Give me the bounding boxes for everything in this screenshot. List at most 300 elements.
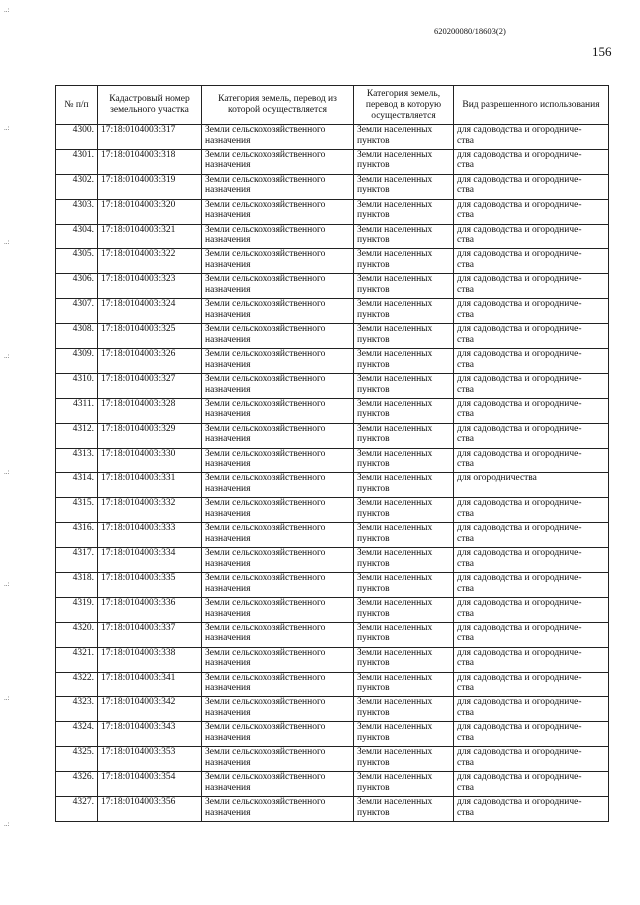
permitted-use	[454, 747, 609, 772]
permitted-use	[454, 523, 609, 548]
category-to	[354, 125, 454, 150]
permitted-use-line: ства	[457, 235, 474, 246]
permitted-use-line: ства	[457, 558, 474, 569]
category-to	[354, 797, 454, 822]
cadastral-number	[98, 324, 202, 349]
permitted-use	[454, 274, 609, 299]
category-to-line: Земли населенных	[357, 373, 433, 384]
category-from	[202, 697, 354, 722]
row-number	[56, 697, 98, 722]
table-row	[56, 149, 609, 174]
row-number	[56, 125, 98, 150]
cadastral-number	[98, 498, 202, 523]
row-number-line: 4313.	[72, 448, 94, 459]
category-to-line: пунктов	[357, 459, 390, 470]
category-to-line: пунктов	[357, 359, 390, 370]
category-to-line: Земли населенных	[357, 125, 433, 135]
category-to	[354, 224, 454, 249]
category-to	[354, 573, 454, 598]
category-from-line: Земли сельскохозяйственного	[205, 797, 326, 808]
category-from-line: назначения	[205, 260, 251, 271]
permitted-use	[454, 249, 609, 274]
category-from-line: назначения	[205, 608, 251, 619]
category-from-line: Земли сельскохозяйственного	[205, 473, 326, 484]
category-to	[354, 622, 454, 647]
permitted-use-line: ства	[457, 807, 474, 818]
category-to-line: пунктов	[357, 210, 390, 221]
cadastral-number	[98, 573, 202, 598]
cadastral-number	[98, 797, 202, 822]
margin-mark: ..:	[4, 238, 10, 246]
row-number-line: 4310.	[72, 373, 94, 384]
category-to-line: Земли населенных	[357, 573, 433, 584]
category-from-line: назначения	[205, 807, 251, 818]
cadastral-number	[98, 473, 202, 498]
row-number	[56, 498, 98, 523]
row-number-line: 4312.	[72, 423, 94, 434]
category-from-line: назначения	[205, 508, 251, 519]
row-number-line: 4300.	[72, 125, 94, 135]
category-from	[202, 672, 354, 697]
table-row	[56, 299, 609, 324]
category-from-line: Земли сельскохозяйственного	[205, 125, 326, 135]
cadastral-number-line: 17:18:0104003:319	[101, 174, 176, 185]
table-row	[56, 548, 609, 573]
category-to-line: пунктов	[357, 409, 390, 420]
category-from-line: Земли сельскохозяйственного	[205, 174, 326, 185]
category-to-line: Земли населенных	[357, 672, 433, 683]
header-cadastral-number: Кадастровый номер земельного участка	[98, 86, 202, 125]
category-from	[202, 747, 354, 772]
cadastral-number-line: 17:18:0104003:321	[101, 224, 176, 235]
permitted-use-line: для садоводства и огородниче-	[457, 149, 582, 160]
row-number	[56, 523, 98, 548]
cadastral-number	[98, 249, 202, 274]
category-to	[354, 523, 454, 548]
row-number-line: 4321.	[72, 647, 94, 658]
category-to-line: пунктов	[357, 260, 390, 271]
category-from-line: Земли сельскохозяйственного	[205, 299, 326, 310]
row-number-line: 4319.	[72, 597, 94, 608]
cadastral-number-line: 17:18:0104003:328	[101, 398, 176, 409]
category-from-line: назначения	[205, 334, 251, 345]
category-to-line: Земли населенных	[357, 722, 433, 733]
category-to	[354, 772, 454, 797]
cadastral-number-line: 17:18:0104003:331	[101, 473, 176, 484]
margin-mark: ..:	[4, 124, 10, 132]
permitted-use-line: ства	[457, 732, 474, 743]
permitted-use	[454, 349, 609, 374]
cadastral-number-line: 17:18:0104003:342	[101, 697, 176, 708]
cadastral-number-line: 17:18:0104003:338	[101, 647, 176, 658]
margin-mark: ..:	[4, 468, 10, 476]
cadastral-number	[98, 349, 202, 374]
table-row	[56, 772, 609, 797]
category-from-line: Земли сельскохозяйственного	[205, 523, 326, 534]
row-number-line: 4326.	[72, 772, 94, 783]
permitted-use	[454, 797, 609, 822]
category-from-line: Земли сельскохозяйственного	[205, 373, 326, 384]
cadastral-number-line: 17:18:0104003:336	[101, 597, 176, 608]
cadastral-number-line: 17:18:0104003:337	[101, 622, 176, 633]
category-from	[202, 398, 354, 423]
category-from-line: назначения	[205, 658, 251, 669]
category-from	[202, 548, 354, 573]
category-to	[354, 349, 454, 374]
row-number-line: 4320.	[72, 622, 94, 633]
permitted-use-line: для садоводства и огородниче-	[457, 597, 582, 608]
cadastral-number-line: 17:18:0104003:326	[101, 349, 176, 360]
category-to-line: Земли населенных	[357, 697, 433, 708]
category-from-line: назначения	[205, 558, 251, 569]
permitted-use-line: для садоводства и огородниче-	[457, 573, 582, 584]
category-to	[354, 199, 454, 224]
category-from-line: назначения	[205, 683, 251, 694]
category-to-line: пунктов	[357, 658, 390, 669]
category-to-line: пунктов	[357, 807, 390, 818]
category-from-line: назначения	[205, 210, 251, 221]
permitted-use-line: для садоводства и огородниче-	[457, 299, 582, 310]
permitted-use	[454, 647, 609, 672]
category-from	[202, 573, 354, 598]
table-row	[56, 647, 609, 672]
category-to-line: пунктов	[357, 708, 390, 719]
permitted-use-line: ства	[457, 508, 474, 519]
permitted-use-line: ства	[457, 782, 474, 793]
margin-mark: ..:	[4, 6, 10, 14]
category-to	[354, 448, 454, 473]
table-row	[56, 473, 609, 498]
permitted-use	[454, 622, 609, 647]
category-to	[354, 597, 454, 622]
cadastral-number-line: 17:18:0104003:354	[101, 772, 176, 783]
category-from	[202, 523, 354, 548]
row-number-line: 4311.	[72, 398, 94, 409]
category-to-line: Земли населенных	[357, 174, 433, 185]
row-number	[56, 299, 98, 324]
permitted-use-line: ства	[457, 284, 474, 295]
permitted-use-line: для садоводства и огородниче-	[457, 125, 582, 135]
cadastral-number-line: 17:18:0104003:343	[101, 722, 176, 733]
category-from-line: Земли сельскохозяйственного	[205, 423, 326, 434]
permitted-use	[454, 498, 609, 523]
permitted-use-line: ства	[457, 309, 474, 320]
permitted-use-line: ства	[457, 334, 474, 345]
category-to	[354, 647, 454, 672]
category-to	[354, 249, 454, 274]
cadastral-number	[98, 597, 202, 622]
category-from-line: Земли сельскохозяйственного	[205, 622, 326, 633]
permitted-use	[454, 473, 609, 498]
row-number	[56, 672, 98, 697]
table-row	[56, 523, 609, 548]
category-from-line: назначения	[205, 782, 251, 793]
document-code: 620200080/18603(2)	[434, 26, 506, 36]
category-from-line: назначения	[205, 135, 251, 146]
category-from-line: Земли сельскохозяйственного	[205, 149, 326, 160]
category-from-line: назначения	[205, 583, 251, 594]
permitted-use-line: для садоводства и огородниче-	[457, 448, 582, 459]
row-number	[56, 772, 98, 797]
category-from-line: Земли сельскохозяйственного	[205, 647, 326, 658]
permitted-use-line: ства	[457, 583, 474, 594]
permitted-use-line: ства	[457, 384, 474, 395]
category-to-line: пунктов	[357, 732, 390, 743]
cadastral-number	[98, 274, 202, 299]
category-from-line: назначения	[205, 533, 251, 544]
permitted-use-line: ства	[457, 409, 474, 420]
cadastral-number	[98, 398, 202, 423]
category-to-line: Земли населенных	[357, 548, 433, 559]
table-row	[56, 722, 609, 747]
permitted-use-line: для садоводства и огородниче-	[457, 349, 582, 360]
cadastral-number	[98, 548, 202, 573]
category-to-line: пунктов	[357, 608, 390, 619]
row-number-line: 4324.	[72, 722, 94, 733]
category-from	[202, 797, 354, 822]
row-number-line: 4301.	[72, 149, 94, 160]
permitted-use-line: для садоводства и огородниче-	[457, 548, 582, 559]
category-from-line: назначения	[205, 633, 251, 644]
permitted-use-line: ства	[457, 459, 474, 470]
row-number	[56, 473, 98, 498]
category-from	[202, 373, 354, 398]
category-from-line: Земли сельскохозяйственного	[205, 498, 326, 509]
cadastral-number	[98, 125, 202, 150]
category-from-line: Земли сельскохозяйственного	[205, 199, 326, 210]
permitted-use-line: для садоводства и огородниче-	[457, 174, 582, 185]
category-from	[202, 772, 354, 797]
table-header-row	[56, 86, 609, 125]
cadastral-number	[98, 423, 202, 448]
permitted-use	[454, 149, 609, 174]
category-to-line: Земли населенных	[357, 448, 433, 459]
category-to-line: Земли населенных	[357, 747, 433, 758]
permitted-use	[454, 597, 609, 622]
row-number-line: 4306.	[72, 274, 94, 285]
header-number: № п/п	[56, 86, 98, 125]
category-to-line: пунктов	[357, 683, 390, 694]
permitted-use-line: ства	[457, 135, 474, 146]
category-from-line: назначения	[205, 235, 251, 246]
category-to-line: пунктов	[357, 757, 390, 768]
category-to-line: Земли населенных	[357, 772, 433, 783]
category-to-line: пунктов	[357, 185, 390, 196]
row-number	[56, 274, 98, 299]
category-to	[354, 149, 454, 174]
permitted-use-line: ства	[457, 633, 474, 644]
table-row	[56, 125, 609, 150]
category-from-line: Земли сельскохозяйственного	[205, 324, 326, 335]
category-to	[354, 722, 454, 747]
category-from-line: назначения	[205, 160, 251, 171]
category-from-line: назначения	[205, 434, 251, 445]
table-row	[56, 373, 609, 398]
permitted-use-line: для садоводства и огородниче-	[457, 423, 582, 434]
permitted-use-line: для садоводства и огородниче-	[457, 398, 582, 409]
table-row	[56, 597, 609, 622]
category-to-line: Земли населенных	[357, 398, 433, 409]
category-from-line: Земли сельскохозяйственного	[205, 349, 326, 360]
row-number	[56, 797, 98, 822]
category-to-line: пунктов	[357, 160, 390, 171]
cadastral-number	[98, 647, 202, 672]
cadastral-number-line: 17:18:0104003:327	[101, 373, 176, 384]
table-row	[56, 797, 609, 822]
cadastral-number-line: 17:18:0104003:341	[101, 672, 176, 683]
category-from	[202, 448, 354, 473]
permitted-use-line: ства	[457, 359, 474, 370]
permitted-use	[454, 199, 609, 224]
cadastral-number-line: 17:18:0104003:322	[101, 249, 176, 260]
category-to	[354, 747, 454, 772]
permitted-use-line: ства	[457, 608, 474, 619]
row-number-line: 4317.	[72, 548, 94, 559]
category-from-line: назначения	[205, 409, 251, 420]
category-from-line: назначения	[205, 757, 251, 768]
category-to-line: Земли населенных	[357, 274, 433, 285]
permitted-use-line: ства	[457, 160, 474, 171]
cadastral-number-line: 17:18:0104003:320	[101, 199, 176, 210]
category-from	[202, 647, 354, 672]
category-from-line: назначения	[205, 359, 251, 370]
category-to-line: пунктов	[357, 633, 390, 644]
table-row	[56, 573, 609, 598]
category-to-line: Земли населенных	[357, 622, 433, 633]
cadastral-number-line: 17:18:0104003:334	[101, 548, 176, 559]
category-from	[202, 174, 354, 199]
category-from-line: Земли сельскохозяйственного	[205, 274, 326, 285]
category-to-line: Земли населенных	[357, 349, 433, 360]
category-from-line: Земли сельскохозяйственного	[205, 548, 326, 559]
category-from	[202, 224, 354, 249]
row-number-line: 4307.	[72, 299, 94, 310]
row-number	[56, 448, 98, 473]
category-from-line: назначения	[205, 384, 251, 395]
category-from-line: назначения	[205, 484, 251, 495]
row-number	[56, 373, 98, 398]
category-to-line: пунктов	[357, 583, 390, 594]
table-row	[56, 324, 609, 349]
row-number-line: 4318.	[72, 573, 94, 584]
row-number-line: 4325.	[72, 747, 94, 758]
permitted-use-line: ства	[457, 533, 474, 544]
category-to-line: пунктов	[357, 309, 390, 320]
category-from	[202, 423, 354, 448]
row-number	[56, 199, 98, 224]
permitted-use-line: ства	[457, 683, 474, 694]
row-number-line: 4322.	[72, 672, 94, 683]
permitted-use	[454, 697, 609, 722]
category-from-line: Земли сельскохозяйственного	[205, 747, 326, 758]
category-to	[354, 174, 454, 199]
category-from	[202, 622, 354, 647]
permitted-use-line: для садоводства и огородниче-	[457, 274, 582, 285]
category-to-line: пунктов	[357, 533, 390, 544]
category-to-line: Земли населенных	[357, 199, 433, 210]
permitted-use	[454, 224, 609, 249]
table-row	[56, 622, 609, 647]
margin-mark: ..:	[4, 580, 10, 588]
permitted-use	[454, 125, 609, 150]
table-row	[56, 747, 609, 772]
cadastral-number-line: 17:18:0104003:329	[101, 423, 176, 434]
category-from-line: назначения	[205, 185, 251, 196]
category-to-line: Земли населенных	[357, 647, 433, 658]
cadastral-number	[98, 697, 202, 722]
category-from-line: Земли сельскохозяйственного	[205, 249, 326, 260]
category-to-line: пунктов	[357, 782, 390, 793]
category-from	[202, 324, 354, 349]
category-to-line: Земли населенных	[357, 299, 433, 310]
header-permitted-use: Вид разрешенного использования	[454, 86, 609, 125]
category-to	[354, 398, 454, 423]
row-number-line: 4315.	[72, 498, 94, 509]
cadastral-number-line: 17:18:0104003:330	[101, 448, 176, 459]
category-from	[202, 199, 354, 224]
category-from	[202, 149, 354, 174]
table-row	[56, 448, 609, 473]
cadastral-number-line: 17:18:0104003:353	[101, 747, 176, 758]
table-row	[56, 174, 609, 199]
table-row	[56, 274, 609, 299]
cadastral-number-line: 17:18:0104003:317	[101, 125, 176, 135]
permitted-use-line: для садоводства и огородниче-	[457, 747, 582, 758]
category-to-line: пунктов	[357, 484, 390, 495]
permitted-use-line: ства	[457, 708, 474, 719]
table-row	[56, 672, 609, 697]
permitted-use-line: для садоводства и огородниче-	[457, 722, 582, 733]
permitted-use-line: для садоводства и огородниче-	[457, 199, 582, 210]
permitted-use-line: для садоводства и огородниче-	[457, 324, 582, 335]
category-to-line: Земли населенных	[357, 149, 433, 160]
row-number-line: 4323.	[72, 697, 94, 708]
permitted-use-line: для огородничества	[457, 473, 537, 484]
category-from-line: назначения	[205, 459, 251, 470]
table-row	[56, 349, 609, 374]
category-from	[202, 722, 354, 747]
category-to-line: пунктов	[357, 135, 390, 146]
permitted-use	[454, 373, 609, 398]
permitted-use-line: для садоводства и огородниче-	[457, 373, 582, 384]
category-from-line: Земли сельскохозяйственного	[205, 573, 326, 584]
permitted-use-line: ства	[457, 757, 474, 768]
row-number	[56, 597, 98, 622]
category-from-line: Земли сельскохозяйственного	[205, 224, 326, 235]
category-from-line: Земли сельскохозяйственного	[205, 722, 326, 733]
permitted-use	[454, 299, 609, 324]
category-to-line: пунктов	[357, 235, 390, 246]
category-from-line: назначения	[205, 284, 251, 295]
cadastral-number-line: 17:18:0104003:356	[101, 797, 176, 808]
row-number	[56, 224, 98, 249]
cadastral-number	[98, 722, 202, 747]
row-number	[56, 174, 98, 199]
permitted-use	[454, 772, 609, 797]
category-to-line: пунктов	[357, 284, 390, 295]
row-number-line: 4327.	[72, 797, 94, 808]
permitted-use-line: ства	[457, 434, 474, 445]
cadastral-number	[98, 772, 202, 797]
cadastral-number	[98, 199, 202, 224]
permitted-use	[454, 174, 609, 199]
table-row	[56, 249, 609, 274]
row-number-line: 4316.	[72, 523, 94, 534]
permitted-use	[454, 398, 609, 423]
category-from-line: Земли сельскохозяйственного	[205, 597, 326, 608]
category-from	[202, 473, 354, 498]
category-to	[354, 672, 454, 697]
